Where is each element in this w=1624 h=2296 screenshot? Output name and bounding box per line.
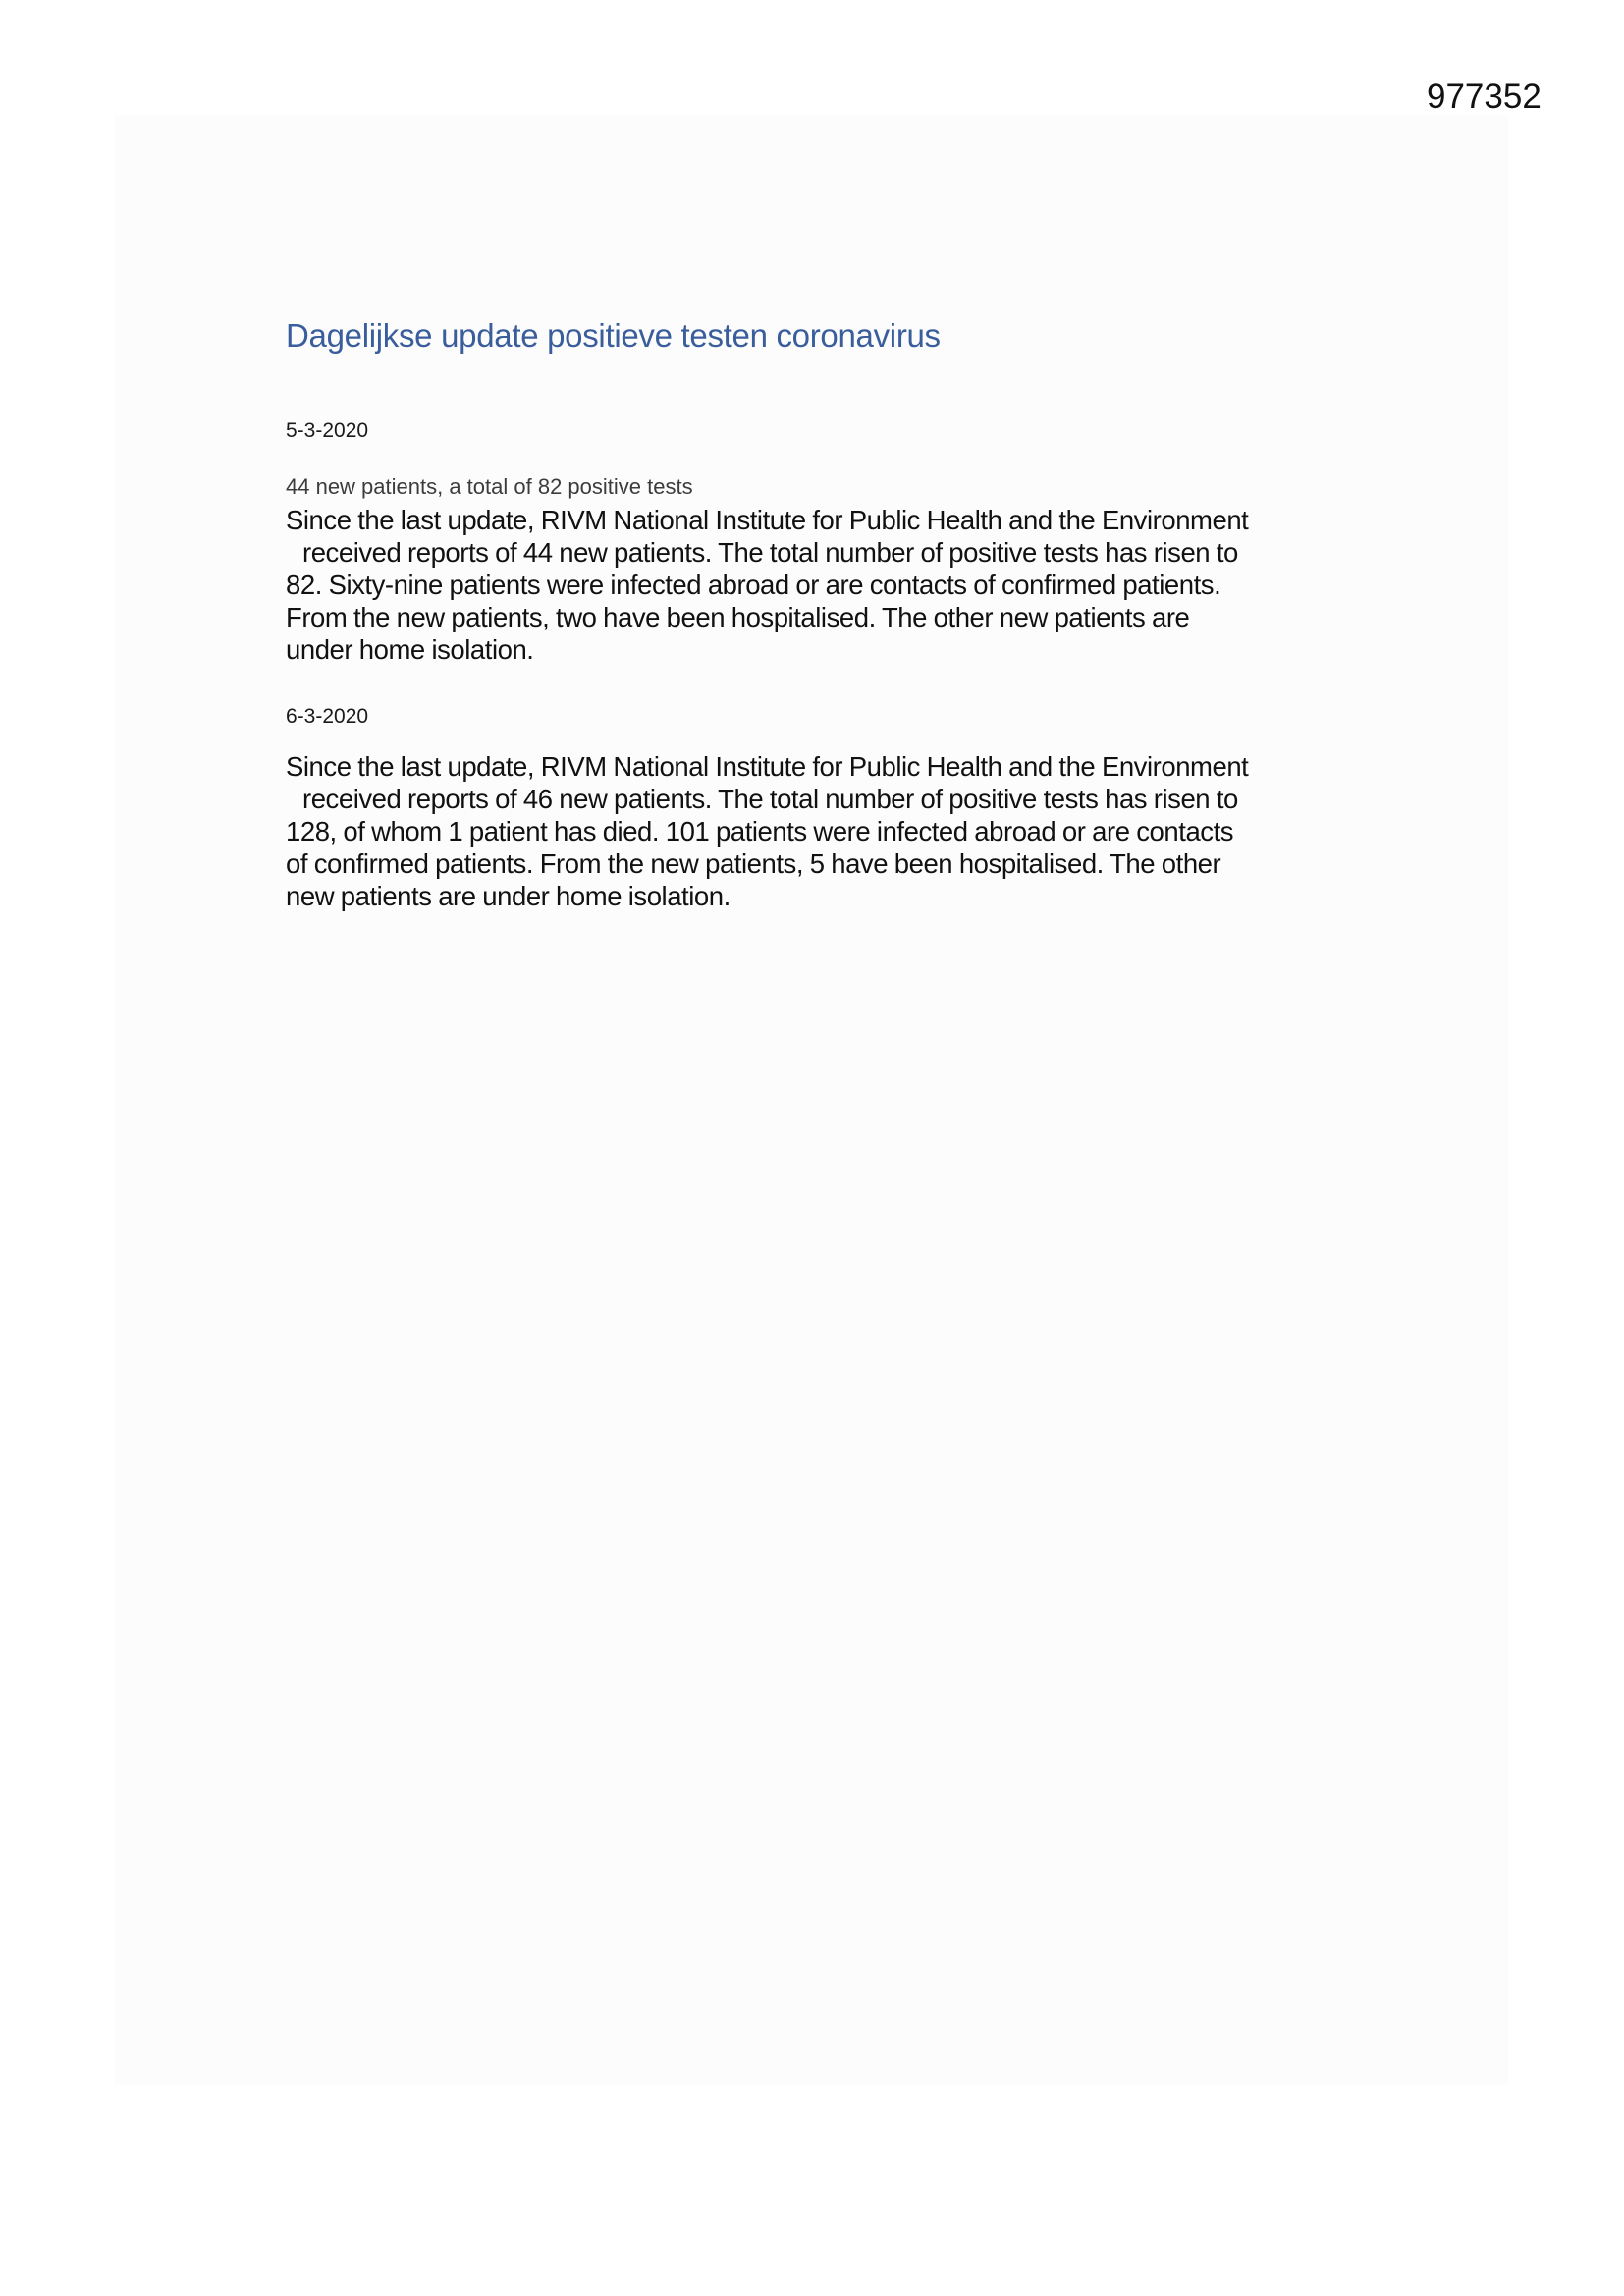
body-line: of confirmed patients. From the new patients, 5 have been hospitalised. The other (286, 848, 1221, 879)
body-line: From the new patients, two have been hospitalised. The other new patients are (286, 602, 1190, 632)
body-line: 128, of whom 1 patient has died. 101 patients were infected abroad or are contacts (286, 816, 1234, 847)
entry-date: 6-3-2020 (286, 705, 369, 728)
page-background (115, 115, 1508, 2085)
body-line: Since the last update, RIVM National Institute for Public Health and the Environment (286, 505, 1249, 535)
entry-subtitle: 44 new patients, a total of 82 positive tests (286, 474, 693, 499)
body-line: 82. Sixty-nine patients were infected abroad or are contacts of confirmed patients. (286, 570, 1221, 600)
body-line: Since the last update, RIVM National Institute for Public Health and the Environment (286, 751, 1249, 782)
body-line: received reports of 44 new patients. The total number of positive tests has risen to (302, 537, 1238, 568)
entry-body (286, 504, 1248, 666)
page-title: Dagelijkse update positieve testen coronavirus (286, 317, 941, 354)
body-line: received reports of 46 new patients. The total number of positive tests has risen to (302, 784, 1238, 814)
body-line: new patients are under home isolation. (286, 881, 731, 911)
body-line: under home isolation. (286, 634, 534, 665)
entry-date: 5-3-2020 (286, 419, 369, 442)
document-number: 977352 (1427, 78, 1542, 116)
entry-body (286, 750, 1248, 912)
